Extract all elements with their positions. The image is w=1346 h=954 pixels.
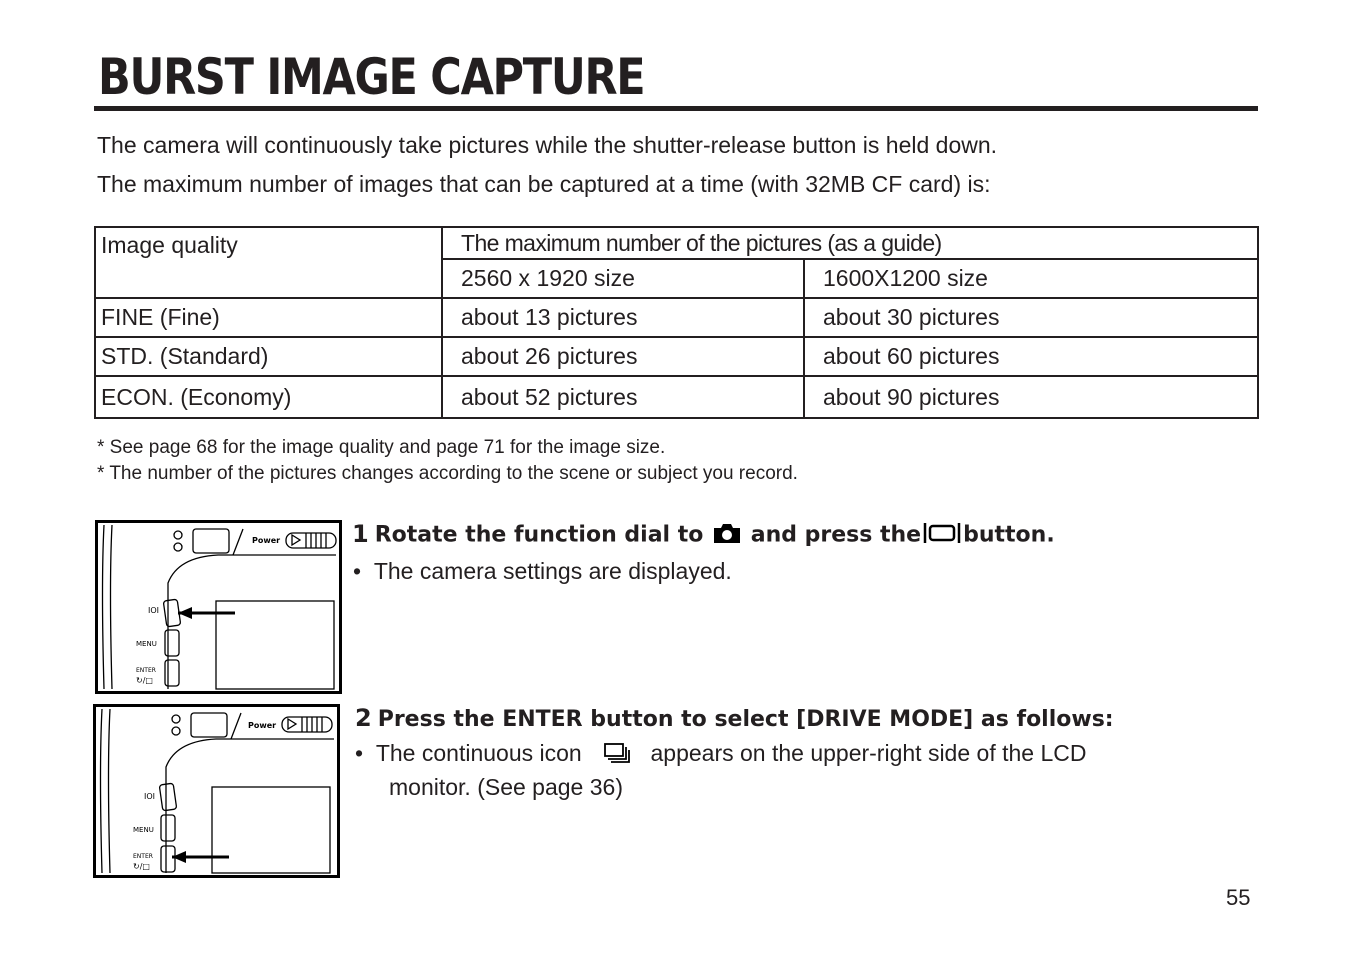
quality-cell: FINE (Fine) bbox=[95, 298, 442, 337]
disp-label: IOI bbox=[148, 606, 160, 615]
footnote-2: * The number of the pictures changes according to the scene or subject you record. bbox=[97, 463, 798, 484]
camera-back-drawing bbox=[96, 707, 337, 875]
step-2-bullet-text-b: appears on the upper-right side of the LCD bbox=[650, 740, 1087, 767]
table-row bbox=[95, 376, 1258, 418]
power-label: Power bbox=[252, 536, 281, 545]
step-2-heading bbox=[355, 706, 1114, 731]
step-1-text-a: Rotate the function dial to bbox=[374, 522, 704, 548]
title-rule bbox=[94, 106, 1258, 111]
size-header-large: 2560 x 1920 size bbox=[442, 259, 804, 298]
table-row bbox=[95, 337, 1258, 376]
size-header-small: 1600X1200 size bbox=[804, 259, 1258, 298]
step-2-bullet: • The continuous icon appears on the upper-right side of the LCD bbox=[355, 741, 1086, 769]
step-1-heading bbox=[352, 520, 1055, 551]
footnote-1: * See page 68 for the image quality and page 71 for the image size. bbox=[97, 437, 666, 458]
quality-cell: STD. (Standard) bbox=[95, 337, 442, 376]
page-number: 55 bbox=[1226, 885, 1251, 910]
intro-line-2: The maximum number of images that can be captured at a time (with 32MB CF card) is: bbox=[97, 171, 991, 197]
large-count-cell: about 52 pictures bbox=[442, 376, 804, 418]
continuous-mode-icon bbox=[602, 741, 634, 769]
table-header-row bbox=[95, 227, 1258, 259]
camera-icon bbox=[711, 521, 743, 550]
step-2-bullet-continuation: monitor. (See page 36) bbox=[389, 774, 623, 800]
large-count-cell: about 26 pictures bbox=[442, 337, 804, 376]
table-row bbox=[95, 298, 1258, 337]
menu-label: MENU bbox=[136, 640, 157, 648]
step-1-text-b: and press the bbox=[750, 522, 922, 548]
menu-label: MENU bbox=[133, 826, 154, 834]
power-label: Power bbox=[248, 721, 277, 730]
step-1-text-c: button. bbox=[963, 522, 1055, 548]
step-1-bullet: • The camera settings are displayed. bbox=[353, 558, 732, 584]
small-count-cell: about 30 pictures bbox=[804, 298, 1258, 337]
svg-text:↻/□: ↻/□ bbox=[136, 676, 153, 685]
step-1-number: 1 bbox=[352, 519, 369, 548]
camera-back-drawing bbox=[98, 523, 339, 691]
step-1-bullet-text: The camera settings are displayed. bbox=[373, 558, 732, 584]
camera-illustration-2 bbox=[93, 704, 340, 878]
enter-label: ENTER bbox=[133, 853, 153, 860]
large-count-cell: about 13 pictures bbox=[442, 298, 804, 337]
display-button-icon bbox=[921, 520, 963, 551]
page-title: BURST IMAGE CAPTURE bbox=[98, 48, 645, 106]
enter-label: ENTER bbox=[136, 667, 156, 674]
small-count-cell: about 60 pictures bbox=[804, 337, 1258, 376]
svg-text:↻/□: ↻/□ bbox=[133, 862, 150, 871]
camera-illustration-1 bbox=[95, 520, 342, 694]
capacity-table bbox=[94, 226, 1259, 419]
disp-label: IOI bbox=[144, 792, 156, 801]
group-header: The maximum number of the pictures (as a guide) bbox=[442, 227, 1258, 259]
quality-cell: ECON. (Economy) bbox=[95, 376, 442, 418]
quality-header: Image quality bbox=[95, 227, 442, 298]
step-2-text: Press the ENTER button to select [DRIVE MODE] as follows: bbox=[377, 707, 1114, 732]
step-2-number: 2 bbox=[355, 704, 372, 732]
step-2-bullet-text-a: The continuous icon bbox=[375, 740, 582, 767]
small-count-cell: about 90 pictures bbox=[804, 376, 1258, 418]
intro-line-1: The camera will continuously take pictures while the shutter-release button is held down. bbox=[97, 132, 998, 158]
